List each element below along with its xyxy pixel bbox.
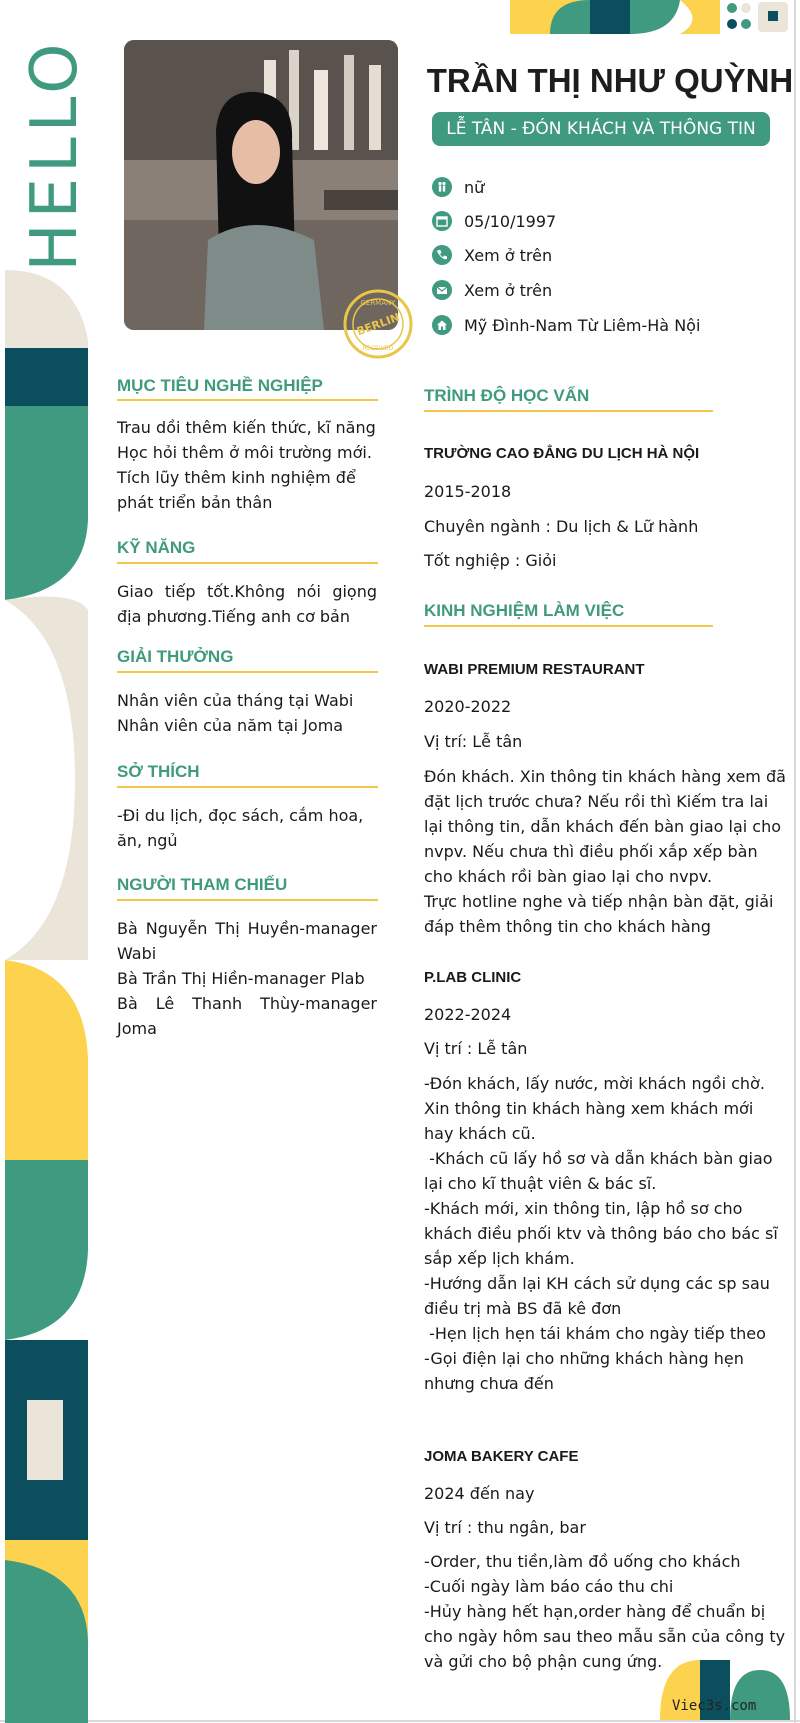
divider (424, 625, 713, 627)
job-period: 2022-2024 (424, 1005, 512, 1024)
contact-gender (432, 174, 772, 200)
job-position: Vị trí : thu ngân, bar (424, 1518, 586, 1537)
divider (117, 562, 378, 564)
education-grade: Tốt nghiệp : Giỏi (424, 551, 557, 570)
hobbies-text: -Đi du lịch, đọc sách, cắm hoa, ăn, ngủ (117, 806, 364, 850)
references-title: NGƯỜI THAM CHIẾU (117, 875, 288, 894)
divider (117, 399, 378, 401)
education-major: Chuyên ngành : Du lịch & Lữ hành (424, 517, 699, 536)
contact-text: Mỹ Đình-Nam Từ Liêm-Hà Nội (464, 315, 701, 335)
berlin-stamp (342, 288, 414, 360)
contact-text: Xem ở trên (464, 245, 553, 265)
contact-text: nữ (464, 177, 485, 197)
profile-photo (124, 40, 398, 330)
job-description: Đón khách. Xin thông tin khách hàng xem đã đặt lịch trước chưa? Nếu rồi thì Kiếm tra lai lại thông tin, dẫn khách đến bàn giao lại cho nvpv. Nếu chưa thì điều phối xắp xếp bàn cho khách rồi bàn giao lại cho nvpv. Trực hotline nghe và tiếp nhận bàn đặt, giải đáp thêm thông tin cho khách hàng (424, 767, 786, 936)
experience-title: KINH NGHIỆM LÀM VIỆC (424, 601, 625, 620)
page-border-right (794, 0, 796, 1723)
svg-text:GERMANY: GERMANY (360, 299, 396, 307)
contact-text: 05/10/1997 (464, 211, 557, 231)
education-title: TRÌNH ĐỘ HỌC VẤN (424, 386, 590, 405)
job-description: -Order, thu tiền,làm đồ uống cho khách -Cuối ngày làm báo cáo thu chi -Hủy hàng hết hạn,order hàng để chuẩn bị cho ngày hôm sau theo mẫu sẵn của công ty và gửi cho bộ phận cung ứng. (424, 1552, 786, 1671)
home-icon (432, 315, 452, 335)
svg-text:BERLIN: BERLIN (354, 310, 402, 339)
awards-title: GIẢI THƯỞNG (117, 647, 234, 666)
references-text: Bà Nguyễn Thị Huyền-manager Wabi Bà Trần Thị Hiền-manager Plab Bà Lê Thanh Thùy-manager Joma (117, 919, 377, 1038)
job-company: WABI PREMIUM RESTAURANT (424, 661, 645, 678)
phone-icon (432, 245, 452, 265)
gender-icon (432, 177, 452, 197)
job-company: JOMA BAKERY CAFE (424, 1448, 579, 1465)
job-position: Vị trí: Lễ tân (424, 732, 523, 751)
hello-text: HELLO (18, 38, 92, 272)
job-period: 2020-2022 (424, 697, 512, 716)
contact-email (432, 277, 772, 303)
top-decoration (510, 0, 795, 34)
objective-text: Trau dồi thêm kiến thức, kĩ năng Học hỏi thêm ở môi trường mới. Tích lũy thêm kinh nghiệm để phát triển bản thân (117, 418, 376, 512)
contact-address (432, 312, 772, 338)
contact-birthday (432, 208, 772, 234)
divider (117, 786, 378, 788)
job-company: P.LAB CLINIC (424, 969, 522, 986)
contact-phone (432, 242, 772, 268)
skills-title: KỸ NĂNG (117, 538, 196, 557)
education-period: 2015-2018 (424, 482, 512, 501)
mail-icon (432, 280, 452, 300)
awards-text: Nhân viên của tháng tại Wabi Nhân viên của năm tại Joma (117, 691, 354, 735)
role-badge: LỄ TÂN - ĐÓN KHÁCH VÀ THÔNG TIN (432, 112, 770, 146)
candidate-name: TRẦN THỊ NHƯ QUỲNH (426, 62, 794, 99)
page-border-bottom (0, 1720, 800, 1722)
school-name: TRƯỜNG CAO ĐẲNG DU LỊCH HÀ NỘI (424, 445, 700, 462)
skills-text: Giao tiếp tốt.Không nói giọng địa phương.Tiếng anh cơ bản (117, 582, 377, 626)
job-description: -Đón khách, lấy nước, mời khách ngồi chờ. Xin thông tin khách hàng xem khách mới hay khách cũ. -Khách cũ lấy hồ sơ và dẫn khách bàn giao lại cho kĩ thuật viên & bác sĩ. -Khách mới, xin thông tin, lập hồ sơ cho khách điều phối ktv và thông báo cho bác sĩ sắp xếp lịch khám. -Hướng dẫn lại KH cách sử dụng các sp sau điều trị mà BS đã kê đơn -Hẹn lịch hẹn tái khám cho ngày tiếp theo -Gọi điện lại cho những khách hàng hẹn nhưng chưa đến (424, 1074, 778, 1393)
divider (424, 410, 713, 412)
job-period: 2024 đến nay (424, 1484, 535, 1503)
divider (117, 671, 378, 673)
hobbies-title: SỞ THÍCH (117, 762, 200, 781)
contact-text: Xem ở trên (464, 280, 553, 300)
svg-text:RECEIVED: RECEIVED (362, 345, 394, 352)
calendar-icon (432, 211, 452, 231)
job-position: Vị trí : Lễ tân (424, 1039, 528, 1058)
divider (117, 899, 378, 901)
watermark: Viec3s.com (672, 1698, 757, 1714)
objective-title: MỤC TIÊU NGHỀ NGHIỆP (117, 376, 323, 395)
